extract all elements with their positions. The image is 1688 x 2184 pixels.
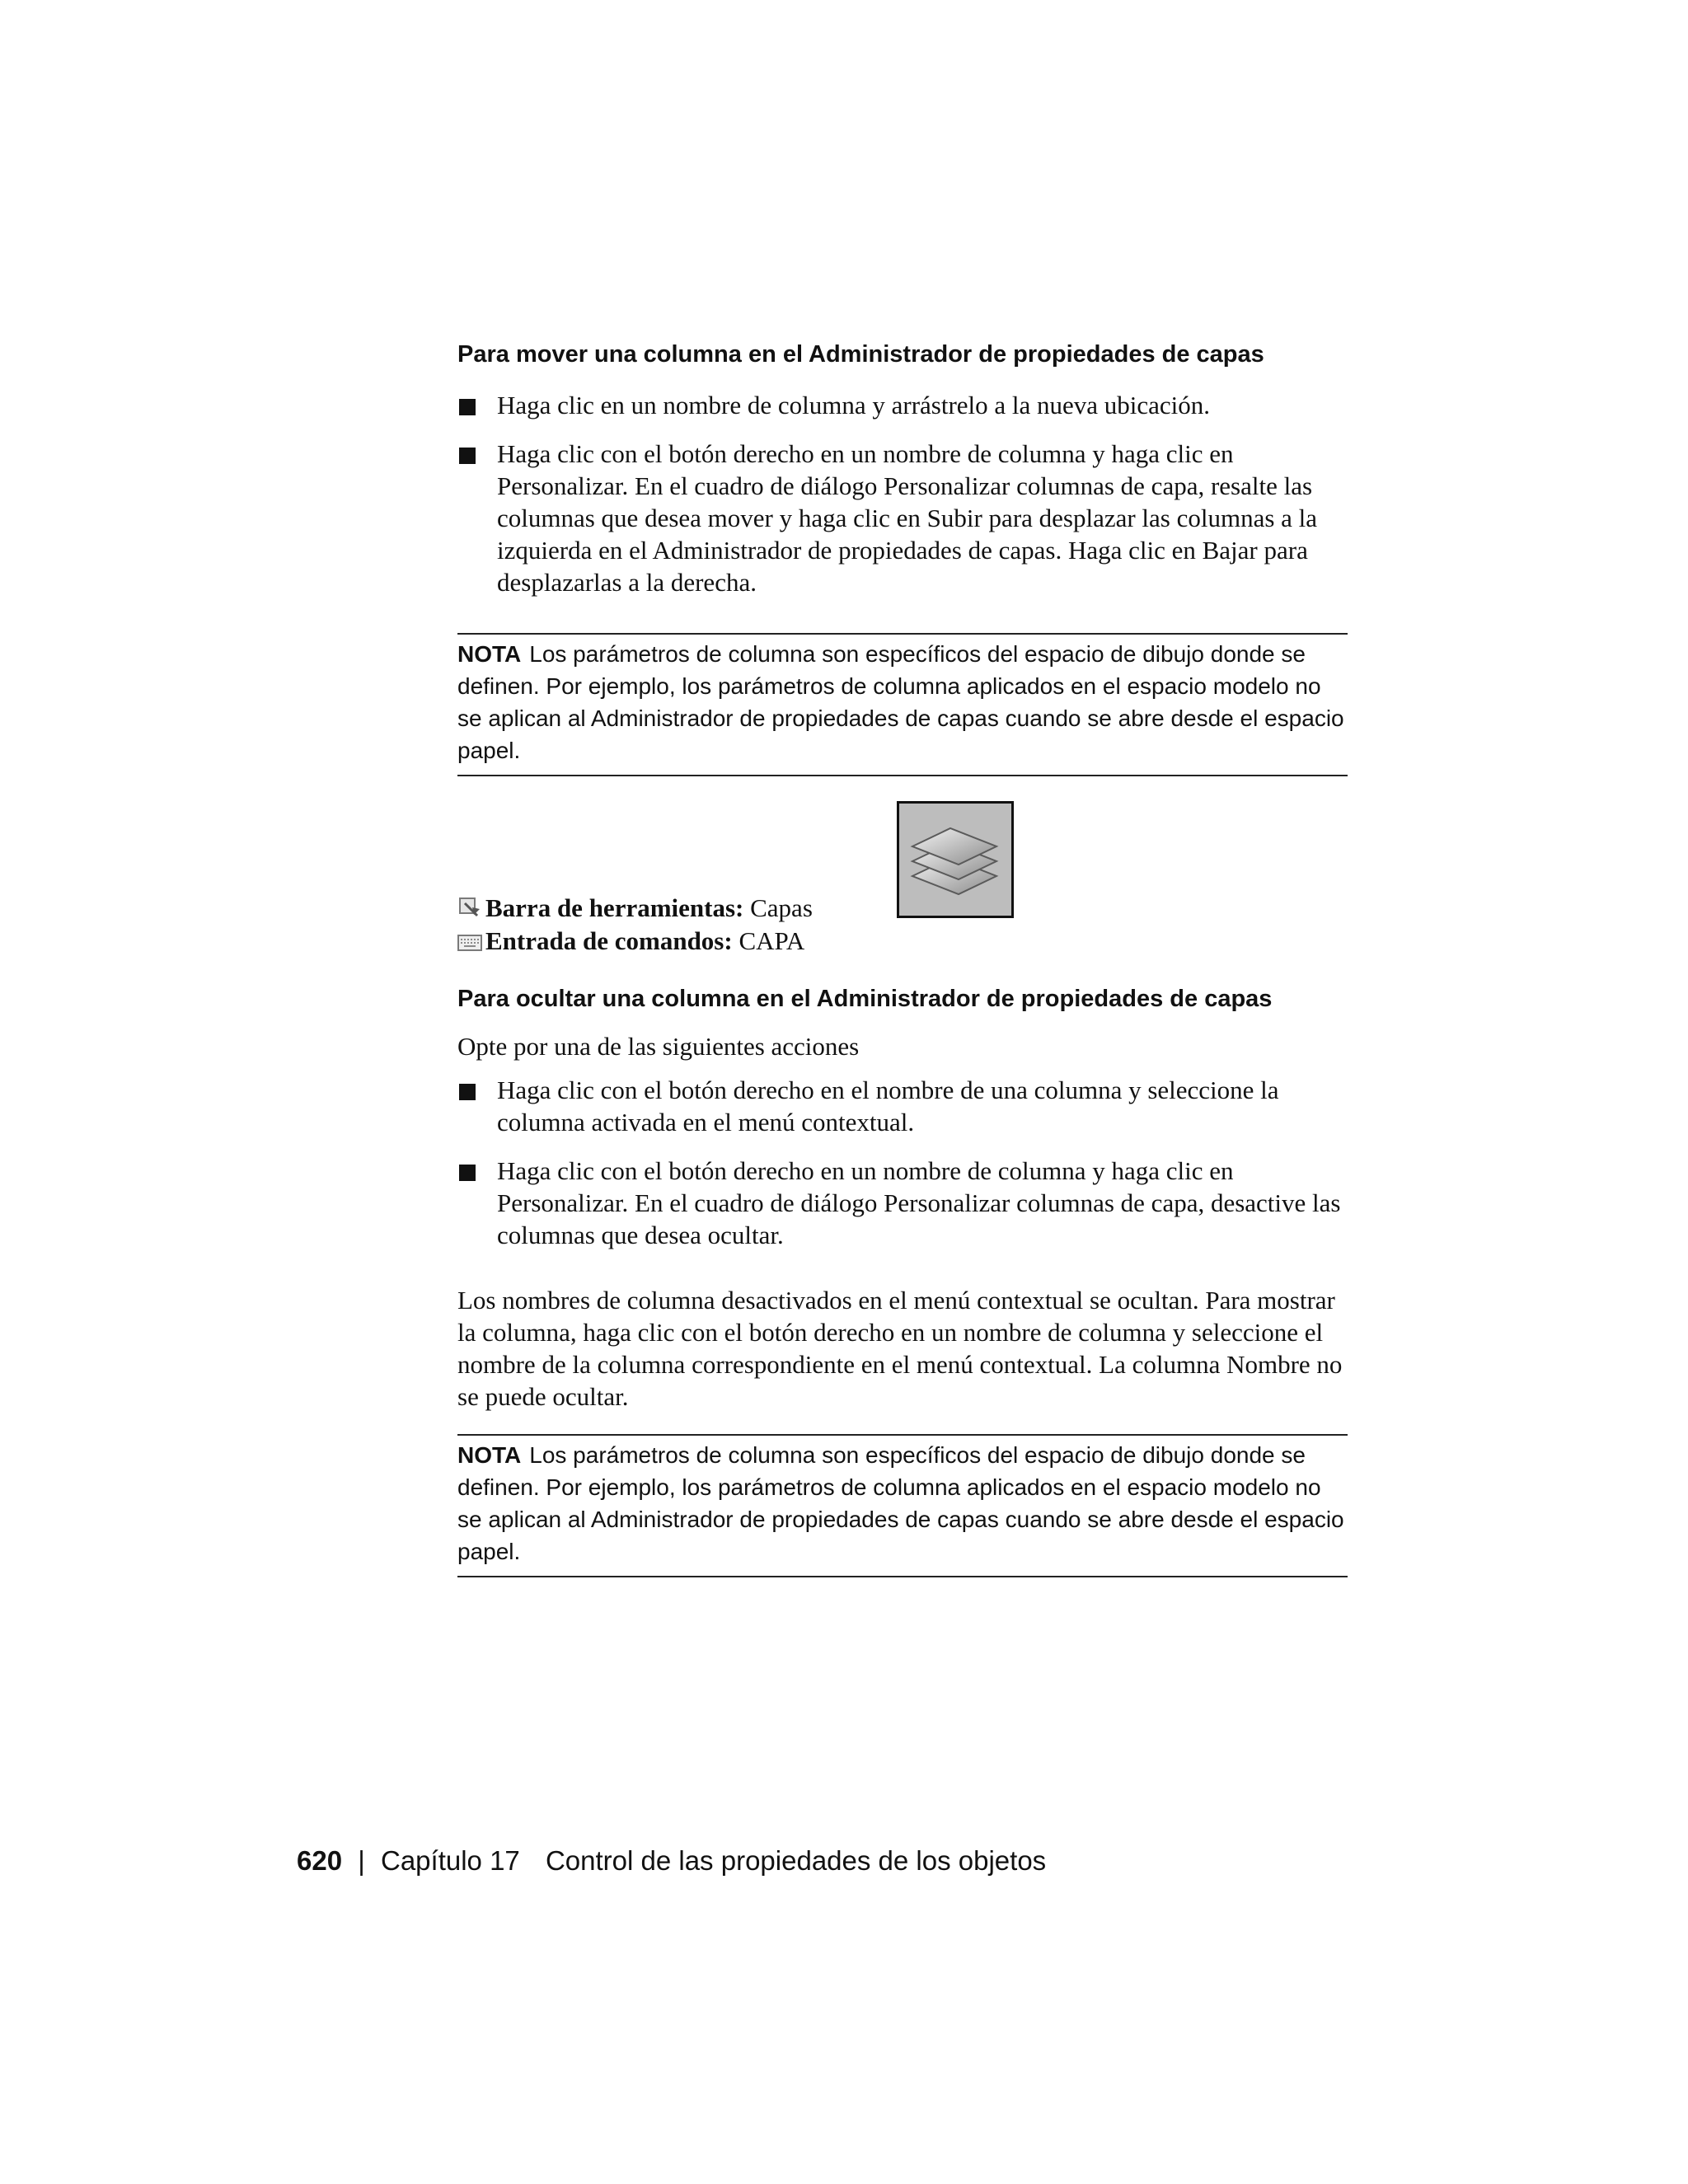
toolbar-value: Capas	[750, 893, 813, 922]
list-item	[457, 438, 1348, 598]
command-line	[457, 925, 804, 960]
note-label: NOTA	[457, 1442, 522, 1468]
list-item-text: Haga clic con el botón derecho en el nombre de una columna y seleccione la columna activada en el menú contextual.	[497, 1076, 1279, 1137]
bullet-square-icon	[459, 1165, 476, 1181]
list-item	[457, 1155, 1348, 1251]
note-text: Los parámetros de columna son específicos del espacio de dibujo donde se definen. Por ejemplo, los parámetros de columna aplicados en el espacio modelo no se aplican al Administrador de propiedades de capas cuando se abre desde el espacio papel.	[457, 1442, 1344, 1564]
hide-column-steps	[457, 1074, 1348, 1251]
intro-text: Opte por una de las siguientes acciones	[457, 1032, 860, 1061]
list-item-text: Haga clic con el botón derecho en un nombre de columna y haga clic en Personalizar. En el cuadro de diálogo Personalizar columnas de capa, desactive las columnas que desea ocultar.	[497, 1156, 1341, 1249]
note-label: NOTA	[457, 641, 522, 667]
page-content	[457, 338, 1348, 1577]
command-value: CAPA	[738, 926, 805, 955]
toolbar-reference	[457, 801, 1348, 966]
layers-toolbar-button[interactable]	[897, 801, 1014, 918]
footer-separator: |	[358, 1845, 365, 1876]
list-item-text: Haga clic en un nombre de columna y arrástrelo a la nueva ubicación.	[497, 391, 1211, 419]
list-item	[457, 389, 1348, 421]
note-box	[457, 1434, 1348, 1577]
bullet-square-icon	[459, 399, 476, 415]
move-column-steps	[457, 389, 1348, 598]
keyboard-icon	[457, 927, 485, 960]
page-footer	[297, 1843, 1046, 1879]
section-heading-move-column: Para mover una columna en el Administrador de propiedades de capas	[457, 341, 1264, 368]
layers-icon	[899, 804, 1011, 916]
bullet-square-icon	[459, 448, 476, 464]
chapter-number: Capítulo 17	[380, 1845, 520, 1876]
body-paragraph: Los nombres de columna desactivados en el menú contextual se ocultan. Para mostrar la columna, haga clic con el botón derecho en un nombre de columna y seleccione el nombre de la columna correspondiente en el menú contextual. La columna Nombre no se puede ocultar.	[457, 1286, 1343, 1411]
toolbar-icon	[457, 894, 485, 927]
chapter-title: Control de las propiedades de los objetos	[545, 1845, 1047, 1876]
page-number: 620	[297, 1845, 343, 1876]
section-heading-hide-column: Para ocultar una columna en el Administrador de propiedades de capas	[457, 986, 1273, 1012]
toolbar-line	[457, 892, 813, 927]
list-item	[457, 1074, 1348, 1138]
list-item-text: Haga clic con el botón derecho en un nombre de columna y haga clic en Personalizar. En el cuadro de diálogo Personalizar columnas de capa, resalte las columnas que desea mover y haga clic en Subir para desplazar las columnas a la izquierda en el Administrador de propiedades de capas. Haga clic en Bajar para desplazarlas a la derecha.	[497, 439, 1318, 597]
note-text: Los parámetros de columna son específicos del espacio de dibujo donde se definen. Por ejemplo, los parámetros de columna aplicados en el espacio modelo no se aplican al Administrador de propiedades de capas cuando se abre desde el espacio papel.	[457, 641, 1344, 763]
bullet-square-icon	[459, 1084, 476, 1100]
command-label: Entrada de comandos:	[485, 926, 733, 955]
note-box	[457, 633, 1348, 776]
toolbar-label: Barra de herramientas:	[485, 893, 744, 922]
